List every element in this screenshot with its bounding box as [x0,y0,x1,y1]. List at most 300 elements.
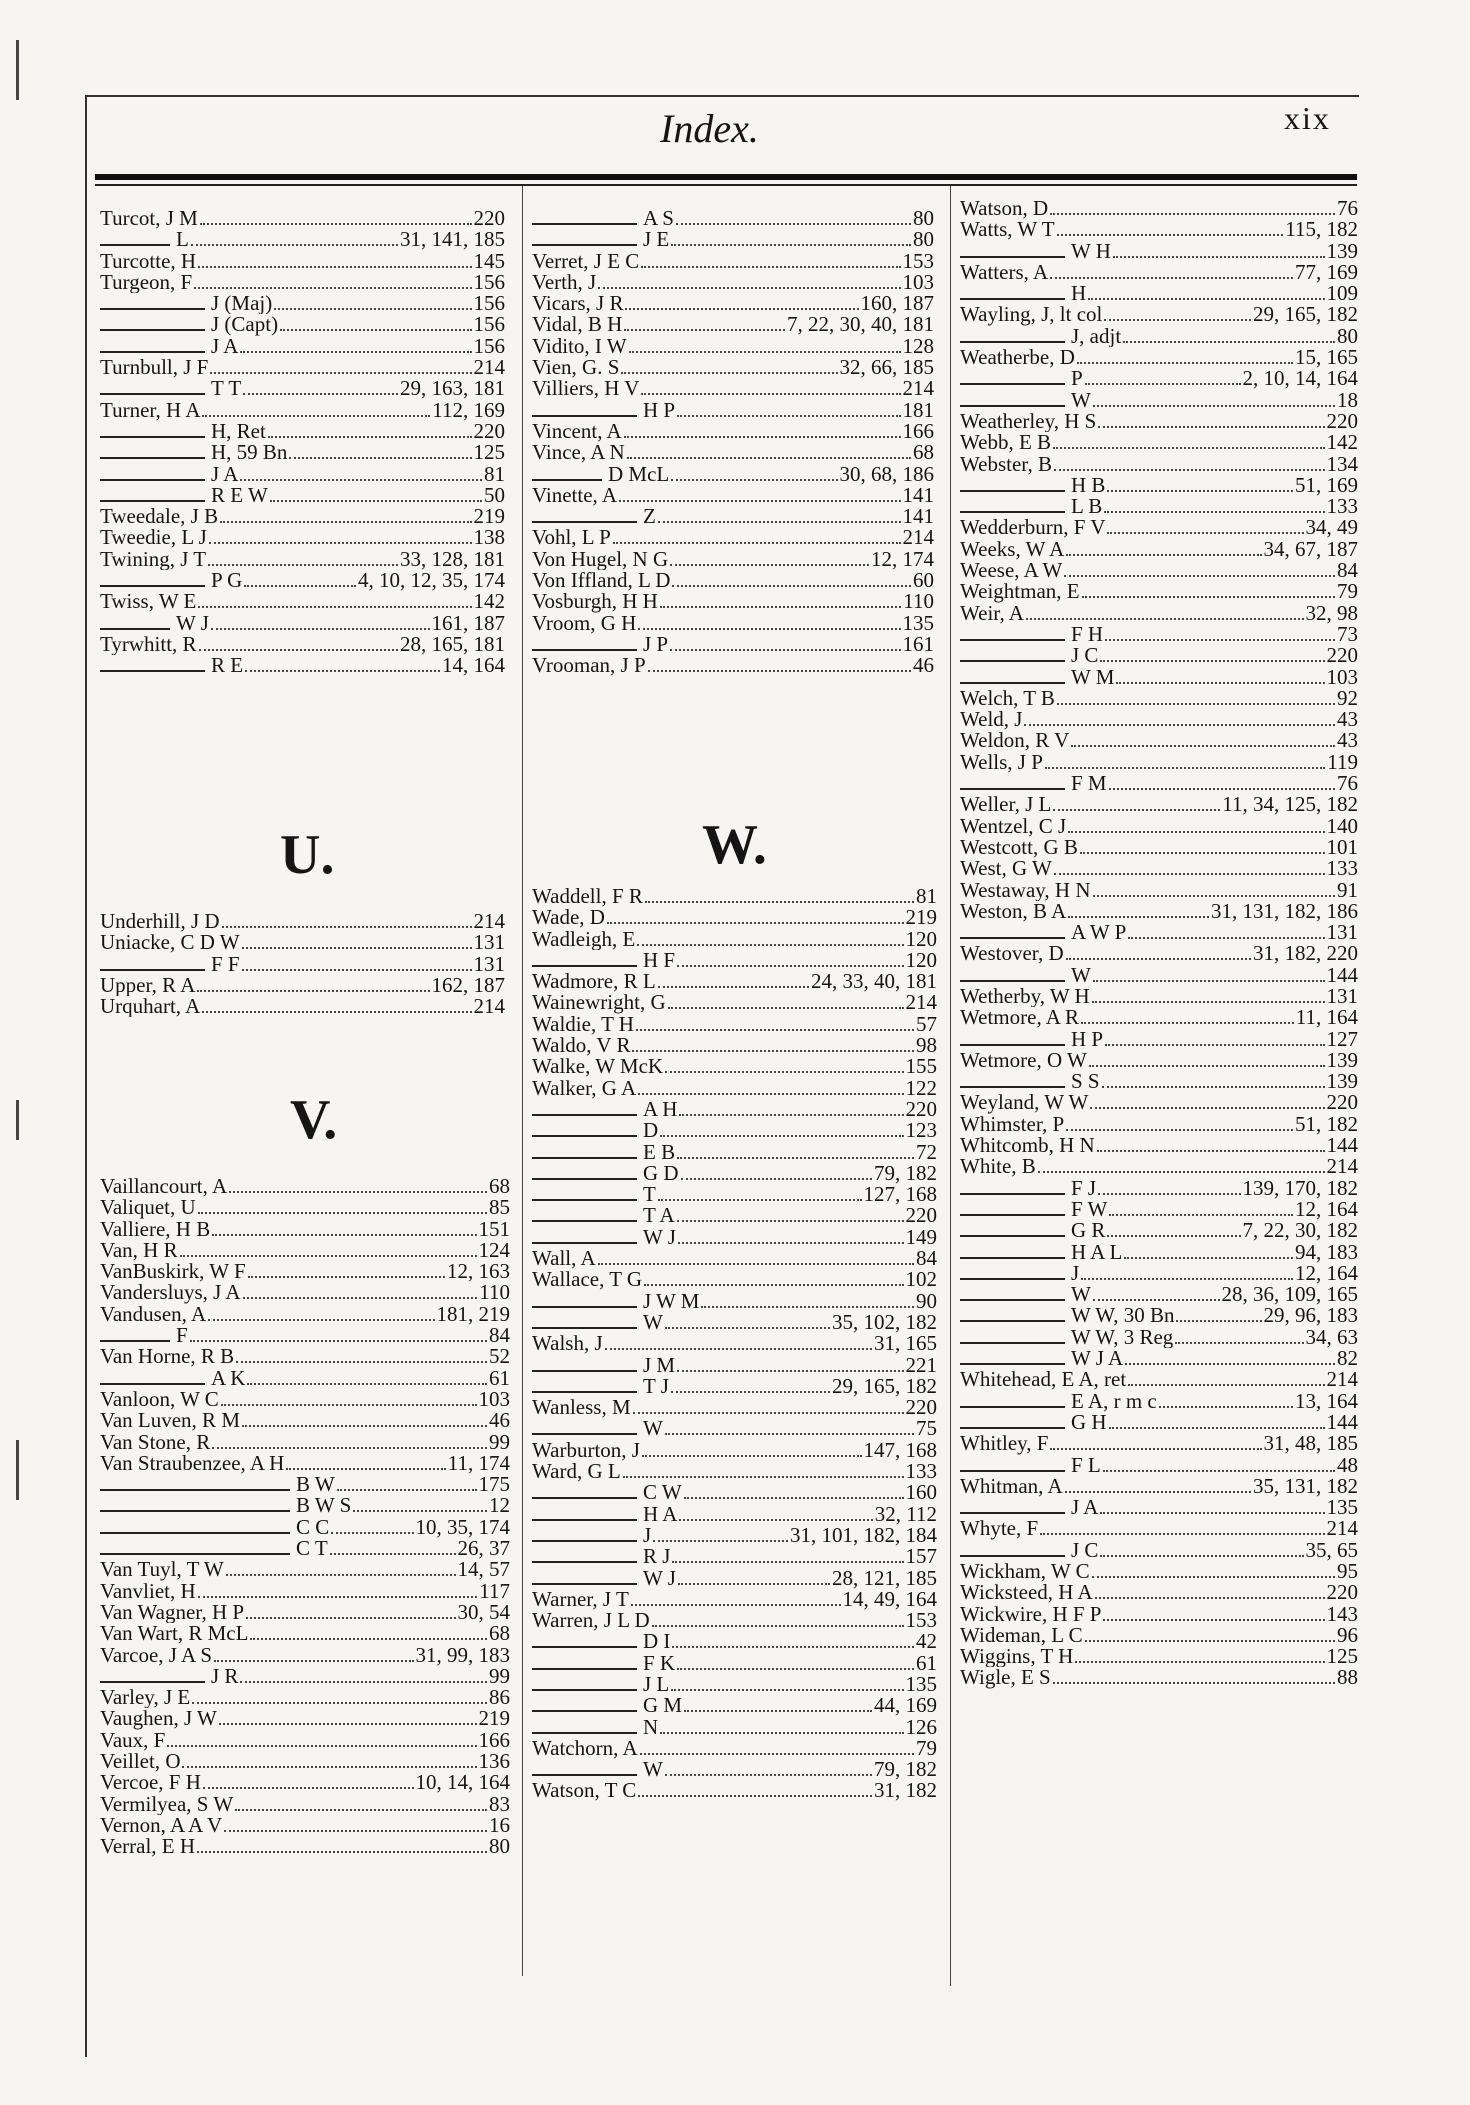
entry-pages: 12, 163 [447,1261,510,1283]
entry-pages: 153 [902,250,934,272]
leader-dots [219,1723,477,1725]
ditto-dash [532,649,637,651]
entry-name: Vercoe, F H [100,1772,201,1794]
entry-pages: 99 [489,1665,510,1688]
entry-pages: 136 [478,1751,510,1773]
entry-name: Valiquet, U [100,1197,196,1219]
leader-dots [621,372,837,374]
entry-pages: 85 [489,1197,510,1219]
index-entry [100,208,505,229]
ditto-dash [960,405,1065,407]
entry-pages: 162, 187 [431,974,505,997]
entry-pages: 80 [913,208,934,230]
entry-pages: 31, 48, 185 [1263,1433,1358,1455]
leader-dots [671,1391,830,1393]
leader-dots [191,244,398,246]
entry-pages: 81 [916,886,937,908]
entry-pages: 220 [905,1397,937,1419]
entry-pages: 149 [905,1226,937,1249]
entry-name: N [643,1716,659,1738]
entry-name: Wanless, M [532,1397,631,1419]
index-entry [960,1348,1358,1369]
entry-pages: 28, 165, 181 [400,633,505,656]
index-entry [960,624,1358,645]
index-entry [532,251,934,272]
index-entry [532,1589,937,1610]
entry-pages: 155 [905,1056,937,1078]
entry-pages: 214 [473,357,505,379]
entry-name: Vaughen, J W [100,1708,217,1730]
entry-pages: 51, 169 [1295,474,1358,497]
entry-name: Tweedie, L J [100,527,207,549]
index-entry [960,198,1358,219]
entry-name: P [1071,368,1083,390]
index-entry [960,454,1358,475]
entry-name: Wicksteed, H A [960,1582,1093,1604]
index-entry [960,1135,1358,1156]
ditto-dash [100,436,205,438]
entry-pages: 82 [1337,1348,1358,1370]
entry-pages: 96 [1337,1624,1358,1647]
entry-pages: 99 [489,1431,510,1453]
leader-dots [229,1191,487,1193]
ditto-dash [100,393,205,395]
entry-name: Vince, A N [532,442,625,464]
index-entry [100,549,505,570]
entry-name: Webster, B [960,453,1052,475]
leader-dots [1075,1661,1324,1663]
leader-dots [1105,639,1335,641]
leader-dots [242,969,472,971]
entry-name: W [1071,389,1091,411]
entry-name: F H [1071,623,1104,646]
leader-dots [1068,831,1324,833]
index-entry [100,1794,510,1815]
index-entry [100,1730,510,1751]
leader-dots [677,1668,914,1670]
leader-dots [671,244,911,246]
leader-dots [652,1625,904,1627]
leader-dots [678,1242,904,1244]
index-entry [960,1455,1358,1476]
entry-pages: 101 [1326,836,1358,859]
entry-name: Wainewright, G [532,992,666,1014]
index-entry [532,1504,937,1525]
entry-name: F L [1071,1454,1101,1476]
ditto-dash [532,1370,637,1372]
entry-pages: 133 [905,1461,937,1483]
index-entry [100,314,505,335]
ditto-dash [960,1512,1065,1514]
index-entry [100,1282,510,1303]
index-entry [532,1397,937,1418]
leader-dots [243,393,398,395]
leader-dots [627,457,911,459]
entry-name: A W P [1071,922,1127,944]
entry-pages: 51, 182 [1295,1113,1358,1136]
entry-pages: 84 [1337,560,1358,582]
entry-name: Whitcomb, H N [960,1135,1095,1157]
leader-dots [1050,1448,1261,1450]
index-entry [100,251,505,272]
leader-dots [1082,596,1335,598]
leader-dots [274,308,471,310]
entry-pages: 10, 35, 174 [415,1516,510,1539]
entry-pages: 68 [489,1623,510,1645]
index-entry [960,581,1358,602]
entry-name: J E [643,229,670,251]
leader-dots [1128,937,1324,939]
entry-pages: 31, 99, 183 [415,1644,510,1666]
entry-pages: 76 [1337,198,1358,220]
index-entry [960,965,1358,986]
entry-name: Westcott, G B [960,836,1078,859]
index-entry [532,1120,937,1141]
entry-pages: 115, 182 [1285,219,1358,241]
leader-dots [625,308,858,310]
leader-dots [670,564,869,566]
entry-name: W W, 30 Bn [1071,1305,1175,1327]
index-entry [532,1035,937,1056]
leader-dots [636,1029,914,1031]
index-entry [960,1476,1358,1497]
index-entry [960,1369,1358,1390]
leader-dots [270,500,482,502]
entry-pages: 91 [1337,879,1358,901]
entry-list-w [532,886,937,1802]
entry-pages: 79 [1337,581,1358,603]
ditto-dash [532,1114,637,1116]
entry-pages: 135 [905,1673,937,1696]
index-entry [532,506,934,527]
index-entry [960,1305,1358,1326]
index-entry [532,485,934,506]
entry-pages: 33, 128, 181 [400,548,505,571]
index-entry [532,1482,937,1503]
entry-pages: 220 [905,1205,937,1227]
index-entry [960,411,1358,432]
entry-name: J A [211,463,239,485]
leader-dots [202,1011,471,1013]
entry-pages: 133 [1326,858,1358,880]
entry-pages: 32, 112 [874,1503,937,1525]
entry-name: Vidito, I W [532,335,627,358]
leader-dots [1176,1320,1261,1322]
leader-dots [1125,1363,1335,1365]
index-entry [100,1836,510,1857]
leader-dots [194,287,471,289]
index-entry [100,655,505,676]
leader-dots [1093,1299,1220,1301]
index-entry [100,1623,510,1644]
entry-name: Van Wagner, H P [100,1601,245,1624]
index-entry [960,1582,1358,1603]
index-entry [100,1772,510,1793]
leader-dots [182,1766,476,1768]
index-entry [100,1581,510,1602]
leader-dots [658,521,901,523]
index-entry [532,886,937,907]
leader-dots [672,1646,914,1648]
leader-dots [638,1795,872,1797]
ditto-dash [100,1510,290,1512]
entry-pages: 11, 164 [1295,1007,1358,1029]
index-entry [532,1014,937,1035]
index-entry [532,929,937,950]
entry-name: W [643,1759,663,1781]
index-entry [960,1220,1358,1241]
entry-name: Wallace, T G [532,1269,643,1291]
leader-dots [629,351,901,353]
entry-pages: 135 [902,612,934,634]
index-entry [960,517,1358,538]
entry-pages: 84 [916,1248,937,1270]
entry-name: Turnbull, J F [100,357,209,379]
entry-pages: 156 [473,314,505,336]
entry-pages: 61 [916,1652,937,1674]
entry-name: T A [643,1205,675,1227]
leader-dots [638,628,900,630]
entry-name: Twining, J T [100,548,207,571]
index-entry [960,283,1358,304]
leader-dots [1100,1555,1303,1557]
ditto-dash [532,1178,637,1180]
index-entry [100,591,505,612]
entry-list-v-cont [532,208,934,677]
index-entry [960,326,1358,347]
leader-dots [167,1745,476,1747]
index-entry [532,1376,937,1397]
index-entry [532,655,934,676]
entry-pages: 144 [1326,1411,1358,1434]
index-entry [100,1240,510,1261]
index-entry [532,1248,937,1269]
index-entry [100,1176,510,1197]
index-entry [532,272,934,293]
index-entry [960,1497,1358,1518]
leader-dots [660,606,901,608]
entry-pages: 14, 164 [442,655,505,677]
leader-dots [1104,319,1251,321]
ditto-dash [960,1363,1065,1365]
entry-name: Weese, A W [960,560,1063,582]
leader-dots [679,1519,872,1521]
entry-name: W J A [1071,1348,1124,1370]
leader-dots [1107,1235,1240,1237]
entry-pages: 98 [916,1035,937,1057]
index-entry [100,932,505,953]
entry-pages: 220 [1326,645,1358,667]
ditto-dash [532,244,637,246]
entry-pages: 68 [489,1176,510,1198]
index-entry [532,1674,937,1695]
index-entry [960,219,1358,240]
ditto-dash [100,500,205,502]
entry-name: Weightman, E [960,581,1080,603]
entry-pages: 141 [902,506,934,528]
entry-pages: 31, 165 [874,1333,937,1355]
entry-pages: 125 [473,442,505,464]
entry-pages: 131 [1326,985,1358,1008]
entry-list-v [100,1176,510,1858]
entry-pages: 80 [913,229,934,251]
entry-pages: 166 [902,420,934,443]
leader-dots [286,1468,445,1470]
entry-pages: 80 [489,1836,510,1858]
entry-pages: 214 [902,378,934,400]
entry-name: S S [1071,1071,1100,1093]
entry-name: F J [1071,1177,1097,1199]
entry-pages: 7, 22, 30, 182 [1242,1220,1358,1242]
index-entry [960,1540,1358,1561]
leader-dots [665,1433,914,1435]
index-entry [532,357,934,378]
index-entry [100,1495,510,1516]
entry-name: Wiggins, T H [960,1646,1074,1668]
ditto-dash [532,1135,637,1137]
leader-dots [1113,256,1325,258]
ditto-dash [532,1220,637,1222]
ditto-dash [960,1235,1065,1237]
index-entry [960,645,1358,666]
index-entry [532,1142,937,1163]
entry-pages: 157 [905,1546,937,1568]
entry-pages: 120 [905,928,937,950]
entry-pages: 44, 169 [874,1695,937,1717]
leader-dots [198,606,471,608]
index-entry [100,1559,510,1580]
section-letter-u: U. [280,824,335,886]
entry-pages: 83 [489,1793,510,1815]
entry-name: J [1071,1262,1080,1285]
entry-name: H, Ret [211,420,266,443]
entry-name: Uniacke, C D W [100,932,240,954]
leader-dots [641,266,900,268]
index-entry [960,1263,1358,1284]
index-entry [100,1346,510,1367]
index-entry [960,368,1358,389]
entry-name: White, B [960,1156,1036,1178]
ditto-dash [532,1391,637,1393]
entry-name: Weldon, R V [960,730,1070,752]
leader-dots [245,670,440,672]
index-entry [100,1645,510,1666]
ditto-dash [532,1689,637,1691]
leader-dots [236,1361,487,1363]
entry-name: J, adjt [1071,325,1122,348]
ditto-dash [532,1242,637,1244]
leader-dots [1077,362,1293,364]
index-entry [960,1242,1358,1263]
leader-dots [684,1710,872,1712]
entry-name: Vanvliet, H [100,1580,196,1602]
entry-name: Tweedale, J B [100,506,219,528]
entry-pages: 138 [473,527,505,549]
entry-name: Vidal, B H [532,314,623,336]
entry-pages: 81 [484,463,505,485]
entry-name: Warburton, J [532,1439,640,1462]
index-entry [100,1197,510,1218]
entry-list-w-cont [960,198,1358,1689]
entry-name: Verth, J [532,271,597,294]
leader-dots [331,1532,413,1534]
leader-dots [212,1234,476,1236]
entry-name: Vaux, F [100,1729,166,1752]
entry-name: Watters, A [960,261,1049,284]
entry-name: Waddell, F R [532,886,643,908]
leader-dots [1053,809,1220,811]
ditto-dash [532,479,602,481]
leader-dots [631,1604,841,1606]
entry-pages: 80 [1337,325,1358,348]
leader-dots [1103,1619,1324,1621]
leader-dots [248,1276,445,1278]
index-entry [532,1568,937,1589]
entry-name: Wentzel, C J [960,815,1067,837]
entry-name: J M [643,1354,676,1376]
entry-name: Westover, D [960,943,1064,965]
entry-pages: 133 [1326,496,1358,518]
entry-name: Villiers, H V [532,378,640,400]
page-number: xix [1284,100,1331,136]
leader-dots [208,1319,434,1321]
ditto-dash [960,660,1065,662]
ditto-dash [960,1044,1065,1046]
entry-pages: 151 [478,1218,510,1240]
index-entry [532,1461,937,1482]
entry-name: Van, H R [100,1239,178,1262]
leader-dots [641,393,900,395]
entry-pages: 43 [1337,709,1358,731]
entry-name: G R [1071,1220,1106,1242]
entry-pages: 214 [902,527,934,549]
entry-name: J C [1071,1539,1099,1561]
index-entry [100,1219,510,1240]
index-entry [960,773,1358,794]
entry-pages: 142 [1326,432,1358,454]
index-entry [532,1631,937,1652]
leader-dots [268,436,472,438]
leader-dots [1038,1171,1325,1173]
entry-pages: 103 [902,271,934,294]
entry-name: R J [643,1546,671,1568]
entry-pages: 160, 187 [860,293,934,315]
entry-name: J A [211,335,239,358]
ditto-dash [960,682,1065,684]
index-entry [960,667,1358,688]
entry-pages: 28, 121, 185 [832,1567,937,1589]
entry-name: Von Iffland, L D [532,570,671,592]
leader-dots [648,670,911,672]
leader-dots [211,628,430,630]
entry-name: Wigle, E S [960,1667,1051,1689]
index-entry [100,613,505,634]
entry-pages: 214 [473,911,505,933]
leader-dots [224,1830,487,1832]
entry-name: A S [643,208,674,230]
entry-pages: 156 [473,293,505,315]
leader-dots [681,1178,872,1180]
entry-name: R E W [211,484,268,507]
entry-name: Vosburgh, H H [532,591,658,613]
leader-dots [220,521,471,523]
entry-pages: 16 [489,1814,510,1837]
entry-pages: 219 [905,907,937,929]
leader-dots [212,1447,487,1449]
ditto-dash [532,1710,637,1712]
entry-pages: 10, 14, 164 [415,1772,510,1794]
index-entry [960,539,1358,560]
